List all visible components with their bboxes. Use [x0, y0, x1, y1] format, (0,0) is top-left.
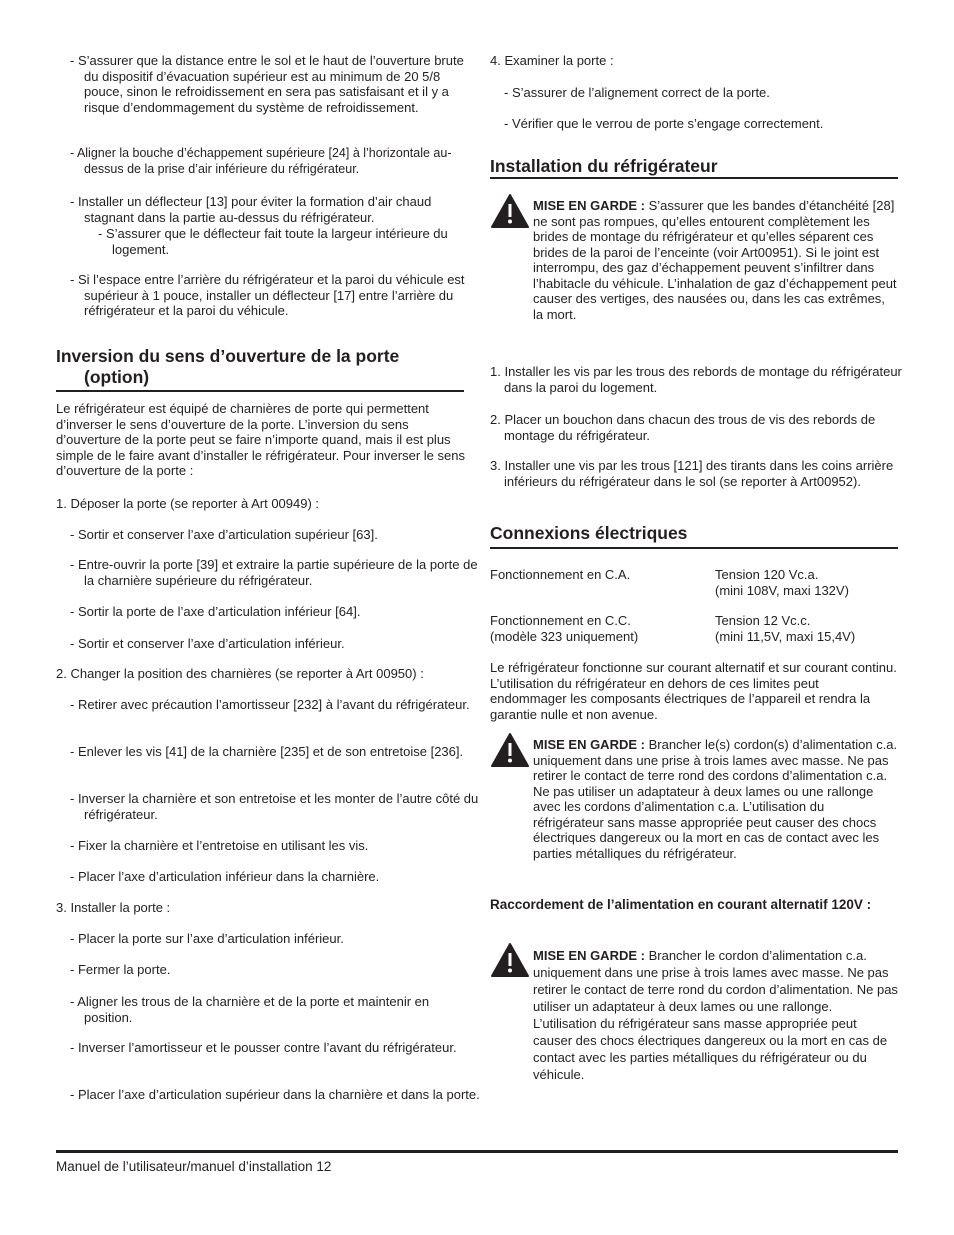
warning-ac-cords [533, 737, 898, 861]
elec-heading-rule [490, 547, 898, 549]
ac-value [715, 567, 898, 598]
install-step-3: 3. Installer une vis par les trous [121] des tirants dans les coins arrière inférieurs du réfrigérateur dans le sol (se reporter à Art00952). [490, 458, 894, 489]
warning-triangle-icon [490, 942, 530, 978]
bullet-distance: - S’assurer que la distance entre le sol et le haut de l’ouverture brute du dispositif d’évacuation supérieur est au minimum de 20 5/8 pouce, sinon le refroidissement en sera pas satisfaisant et il y a risque d’endommagement du système de refroidissement. [70, 53, 464, 115]
warning-install-text: S’assurer que les bandes d’étanchéité [28] ne sont pas rompues, qu’elles entourent complètement les brides de montage du réfrigérateur et qu’elles séparent ces brides de la paroi de l’enceinte (voir Art00951). Si le joint est interrompu, des gaz d’échappement peuvent s’infiltrer dans l’habitacle du véhicule. L’inhalation de gaz d’échappement peut causer des vertiges, des nausées ou, dans les cas extrêmes, la mort. [533, 198, 897, 322]
bullet-deflector: - Installer un déflecteur [13] pour éviter la formation d’air chaud stagnant dans la partie au-dessus du réfrigérateur. [70, 194, 432, 225]
dc-value-1: Tension 12 Vc.c. [715, 613, 811, 628]
section-heading-install: Installation du réfrigérateur [490, 156, 718, 176]
step-2c: - Inverser la charnière et son entretoise et les monter de l’autre côté du réfrigérateur. [70, 791, 479, 822]
install-step-2: 2. Placer un bouchon dans chacun des trous de vis des rebords de montage du réfrigérateur. [490, 412, 876, 443]
dc-value-2: (mini 11,5V, maxi 15,4V) [715, 628, 856, 644]
step-3c: - Aligner les trous de la charnière et de la porte et maintenir en position. [70, 994, 430, 1025]
step-1c: - Sortir la porte de l’axe d’articulation inférieur [64]. [70, 604, 361, 619]
step-2d: - Fixer la charnière et l’entretoise en utilisant les vis. [70, 838, 369, 853]
step-2: 2. Changer la position des charnières (se reporter à Art 00950) : [56, 666, 424, 681]
warning-install [533, 198, 898, 322]
step-1a: - Sortir et conserver l’axe d’articulation supérieur [63]. [70, 527, 378, 542]
heading-rule [56, 390, 464, 392]
heading-line-1: Inversion du sens d’ouverture de la porte [56, 346, 400, 366]
step-3b: - Fermer la porte. [70, 962, 171, 977]
install-step-1: 1. Installer les vis par les trous des rebords de montage du réfrigérateur dans la paroi du logement. [490, 364, 902, 395]
step-2b: - Enlever les vis [41] de la charnière [235] et de son entretoise [236]. [70, 744, 464, 759]
step-3: 3. Installer la porte : [56, 900, 171, 915]
ac-value-1: Tension 120 Vc.a. [715, 567, 819, 582]
install-heading-rule [490, 177, 898, 179]
step-3e: - Placer l’axe d’articulation supérieur dans la charnière et dans la porte. [70, 1087, 480, 1102]
step-4b: - Vérifier que le verrou de porte s’engage correctement. [504, 116, 824, 131]
ac-value-2: (mini 108V, maxi 132V) [715, 582, 849, 598]
page-footer: Manuel de l’utilisateur/manuel d’installation 12 [56, 1159, 332, 1174]
door-intro: Le réfrigérateur est équipé de charnières de porte qui permettent d’inverser le sens d’ouverture de la porte. L’inversion du sens d’ouverture de la porte peut se faire n’importe quand, mais il est plus simple de le faire avant d’installer le réfrigérateur. Pour inverser le sens d’ouverture de la porte : [56, 401, 465, 478]
dc-label-1: Fonctionnement en C.C. [490, 613, 631, 628]
dc-label [490, 613, 710, 644]
section-heading-door [56, 346, 466, 388]
step-2e: - Placer l’axe d’articulation inférieur dans la charnière. [70, 869, 380, 884]
section-heading-elec: Connexions électriques [490, 523, 688, 543]
elec-paragraph: Le réfrigérateur fonctionne sur courant alternatif et sur courant continu. L’utilisation du réfrigérateur en dehors de ces limites peut endommager les composants électriques de l’appareil et rendra la garantie nulle et non avenue. [490, 660, 897, 722]
heading-line-2: (option) [84, 367, 150, 387]
warning-ac-connection [533, 947, 898, 1083]
footer-rule [56, 1150, 898, 1153]
step-3d: - Inverser l’amortisseur et le pousser contre l’avant du réfrigérateur. [70, 1040, 457, 1055]
ac-connection-heading: Raccordement de l’alimentation en courant alternatif 120V : [490, 897, 872, 912]
bullet-deflector-sub: - S’assurer que le déflecteur fait toute la largeur intérieure du logement. [98, 226, 448, 257]
warning-ac-connection-text: Brancher le cordon d’alimentation c.a. uniquement dans une prise à trois lames avec masse. Ne pas retirer le contact de terre rond du cordon d’alimentation. Ne pas utiliser un adaptateur à deux lames ou une rallonge. L’utilisation du réfrigérateur sans masse appropriée peut causer des chocs électriques dangereux ou la mort en cas de contact avec les parties métalliques du réfrigérateur ou du véhicule. [533, 948, 898, 1082]
dc-value [715, 613, 898, 644]
bullet-align-exhaust: - Aligner la bouche d’échappement supérieure [24] à l’horizontale au-dessus de la prise d’air inférieure du réfrigérateur. [70, 146, 452, 176]
dc-label-2: (modèle 323 uniquement) [490, 628, 639, 644]
step-2a: - Retirer avec précaution l’amortisseur [232] à l’avant du réfrigérateur. [70, 697, 470, 712]
ac-label: Fonctionnement en C.A. [490, 567, 631, 582]
warning-ac-cords-text: Brancher le(s) cordon(s) d’alimentation c.a. uniquement dans une prise à trois lames avec masse. Ne pas retirer le contact de terre rond des cordons d’alimentation c.a. Ne pas utiliser un adaptateur à deux lames ou une rallonge avec les cordons d’alimentation c.a. L’utilisation du réfrigérateur sans masse appropriée peut causer des chocs électriques dangereux ou la mort en cas de contact avec les parties métalliques du réfrigérateur. [533, 737, 898, 861]
step-4: 4. Examiner la porte : [490, 53, 614, 68]
warning-label: MISE EN GARDE : [533, 948, 645, 963]
step-1d: - Sortir et conserver l’axe d’articulation inférieur. [70, 636, 345, 651]
warning-triangle-icon [490, 732, 530, 768]
warning-triangle-icon [490, 193, 530, 229]
step-4a: - S’assurer de l’alignement correct de la porte. [504, 85, 770, 100]
warning-label: MISE EN GARDE : [533, 737, 645, 752]
step-3a: - Placer la porte sur l’axe d’articulation inférieur. [70, 931, 344, 946]
warning-label: MISE EN GARDE : [533, 198, 645, 213]
step-1b: - Entre-ouvrir la porte [39] et extraire la partie supérieure de la porte de la charnière supérieure du réfrigérateur. [70, 557, 478, 588]
bullet-rear-space: - Si l’espace entre l’arrière du réfrigérateur et la paroi du véhicule est supérieur à 1 pouce, installer un déflecteur [17] entre l’arrière du réfrigérateur et la paroi du véhicule. [70, 272, 465, 318]
step-1: 1. Déposer la porte (se reporter à Art 00949) : [56, 496, 320, 511]
